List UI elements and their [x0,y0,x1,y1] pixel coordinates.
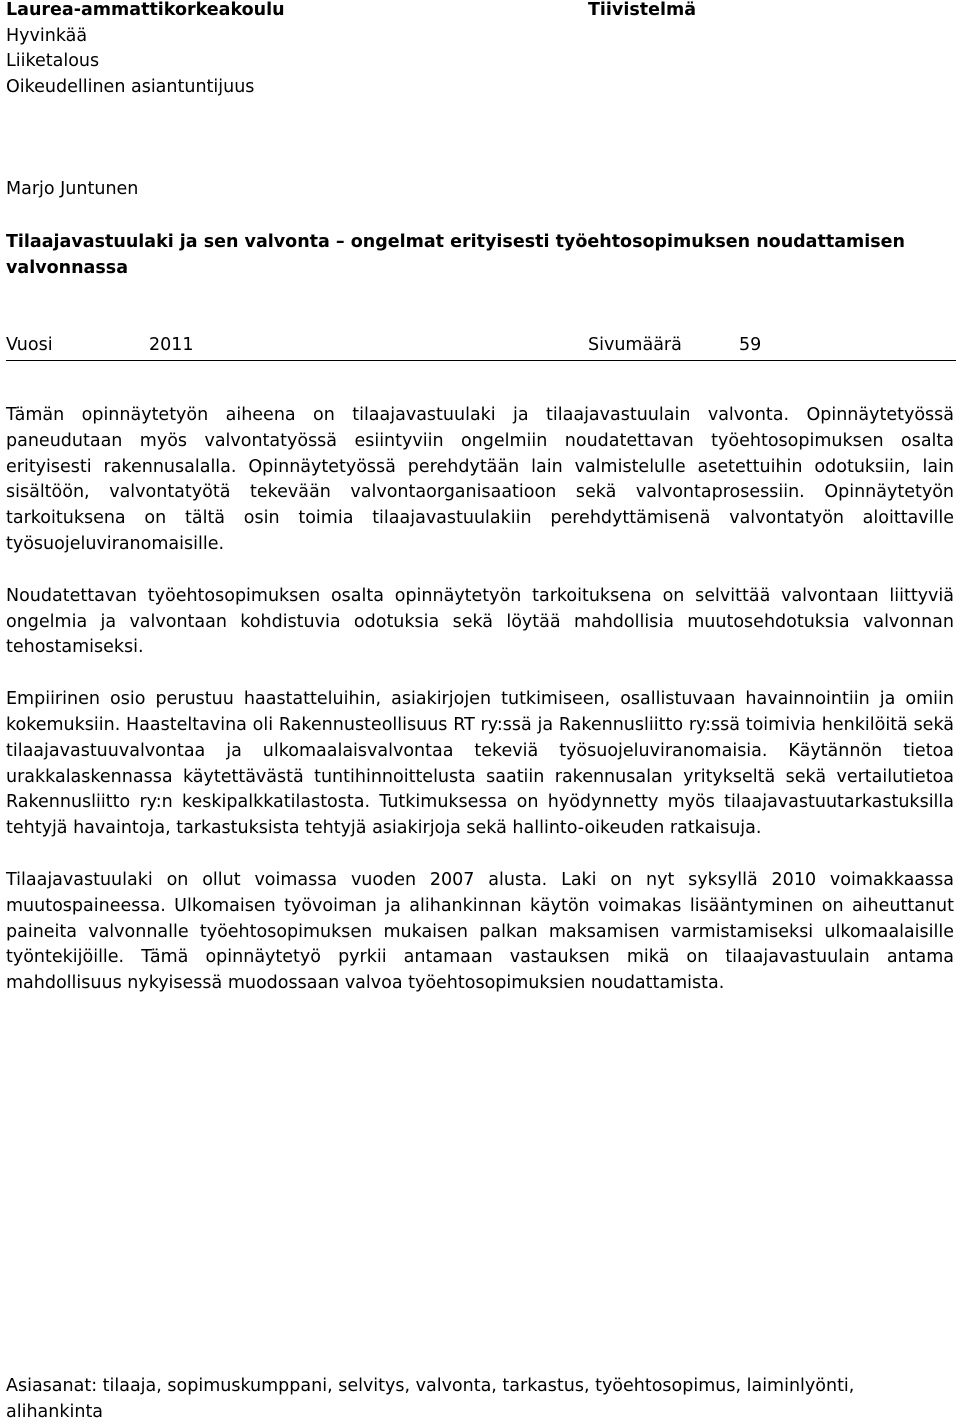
document-page [6,0,956,1427]
campus-name: Hyvinkää [6,25,88,46]
school-name: Laurea-ammattikorkeakoulu [6,0,285,20]
pages-value: 59 [739,335,762,355]
specialization: Oikeudellinen asiantuntijuus [6,76,255,97]
pages-label: Sivumäärä [588,335,682,355]
degree-programme: Liiketalous [6,51,100,71]
meta-row [6,332,956,361]
abstract-paragraph: Noudatettavan työehtosopimuksen osalta opinnäytetyön tarkoituksena on selvittää valvontaan liittyviä ongelmia ja valvontaan kohdistuvia odotuksia sekä löytää mahdollisia muutosehdotuksia valvonnan tehostamiseksi. [6,585,954,658]
abstract-body [6,403,954,1023]
abstract-paragraph: Tilaajavastuulaki on ollut voimassa vuoden 2007 alusta. Laki on nyt syksyllä 2010 voimakkaassa muutospaineessa. Ulkomaisen työvoiman ja alihankinnan käytön voimakas lisääntyminen on aiheuttanut paineita valvonnalle työehtosopimuksen mukaisen palkan maksamisen varmistamiseksi ulkomaalaisille työntekijöille. Tämä opinnäytetyö pyrkii antamaan vastauksen mikä on tilaajavastuulain antama mahdollisuus nykyisessä muodossaan valvoa työehtosopimuksien noudattamista. [6,869,954,994]
abstract-paragraph: Empiirinen osio perustuu haastatteluihin, asiakirjojen tutkimiseen, osallistuvaan havainnointiin ja omiin kokemuksiin. Haasteltavina oli Rakennusteollisuus RT ry:ssä ja Rakennusliitto ry:ssä toimivia henkilöitä sekä tilaajavastuuvalvontaa ja ulkomaalaisvalvontaa tekeviä työsuojeluviranomaisia. Käytännön tietoa urakkalaskennassa käytettävästä tuntihinnoittelusta saatiin rakennusalan yritykseltä sekä vertailutietoa Rakennusliitto ry:n keskipalkkatilastosta. Tutkimuksessa on hyödynnetty myös tilaajavastuutarkastuksilla tehtyjä havaintoja, tarkastuksista tehtyjä asiakirjoja sekä hallinto-oikeuden ratkaisuja. [6,689,954,839]
author-name: Marjo Juntunen [6,179,139,199]
document-type: Tiivistelmä [588,0,697,20]
year-label: Vuosi [6,335,53,355]
abstract-paragraph: Tämän opinnäytetyön aiheena on tilaajavastuulaki ja tilaajavastuulain valvonta. Opinnäytetyössä paneudutaan myös valvontatyössä esiintyviin ongelmiin noudatettavan työehtosopimuksen osalta erityisesti rakennusalalla. Opinnäytetyössä perehdytään lain valmistelulle asetettuihin odotuksiin, lain sisältöön, valvontatyötä tekevään valvontaorganisaatioon sekä valvontaprosessiin. Opinnäytetyön tarkoituksena on tältä osin toimia tilaajavastuulakiin perehdyttämisenä valvontatyön aloittaville työsuojeluviranomaisille. [6,405,954,554]
thesis-title: Tilaajavastuulaki ja sen valvonta – ongelmat erityisesti työehtosopimuksen noudattamisen valvonnassa [6,232,906,278]
institution-block [6,0,285,100]
document-header [6,0,956,110]
year-value: 2011 [149,335,194,355]
keywords: Asiasanat: tilaaja, sopimuskumppani, selvitys, valvonta, tarkastus, työehtosopimus, laiminlyönti, alihankinta [6,1376,855,1422]
